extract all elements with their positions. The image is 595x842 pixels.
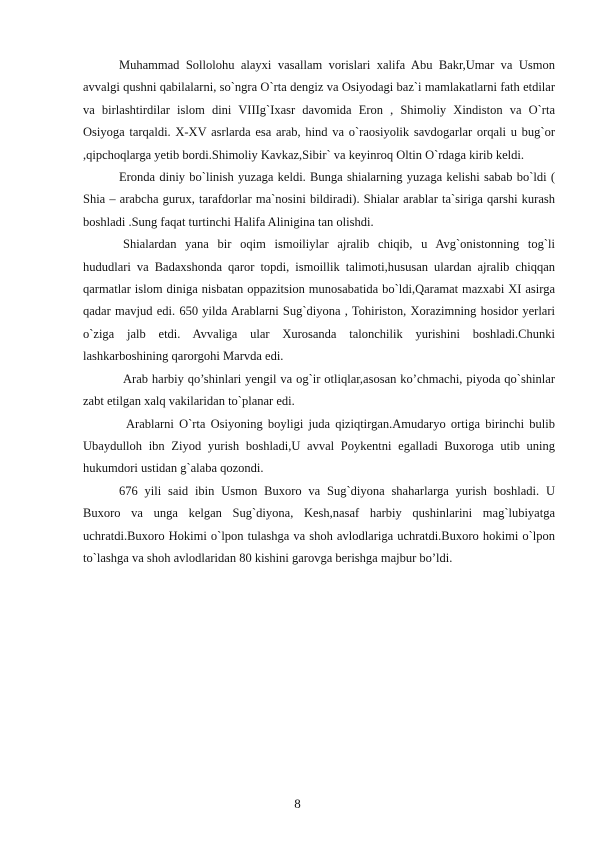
paragraph-4: Arab harbiy qo’shinlari yengil va og`ir otliqlar,asosan ko’chmachi, piyoda qo`shinlar zabt etilgan xalq vakilaridan to`planar edi. <box>83 371 555 409</box>
document-body <box>83 54 555 569</box>
page-number: 8 <box>294 796 301 811</box>
paragraph-2: Eronda diniy bo`linish yuzaga keldi. Bunga shialarning yuzaga kelishi sabab bo`ldi ( Shia – arabcha gurux, tarafdorlar ma`nosini bildiradi). Shialar arablar ta`siriga qarshi kurash boshladi .Sung faqat turtinchi Halifa Alinigina tan olishdi. <box>83 170 555 229</box>
paragraph-6: 676 yili said ibin Usmon Buxoro va Sug`diyona shaharlarga yurish boshladi. U Buxoro va unga kelgan Sug`diyona, Kesh,nasaf harbiy qushinlarini mag`lubiyatga uchratdi.Buxoro Hokimi o`lpon tulashga va shoh avlodlariga uchratdi.Buxoro hokimi o`lpon to`lashga va shoh avlodlaridan 80 kishini garovga berishga majbur bo’ldi. <box>83 483 555 565</box>
paragraph-5: Arablarni O`rta Osiyoning boyligi juda qiziqtirgan.Amudaryo ortiga birinchi bulib Ubaydulloh ibn Ziyod yurish boshladi,U avval Poykentni egalladi Buxoroga utib uning hukumdori ustidan g`alaba qozondi. <box>83 416 555 476</box>
paragraph-1: Muhammad Sollolohu alayxi vasallam vorislari xalifa Abu Bakr,Umar va Usmon avvalgi qushni qabilalarni, so`ngra O`rta dengiz va Osiyodagi baz`i mamlakatlarni fath etdilar va birlashtirdilar islom dini VIIIg`Ixasr davomida Eron , Shimoliy Xindiston va O`rta Osiyoga tarqaldi. X-XV asrlarda esa arab, hind va o`raosiyolik savdogarlar orqali u bug`or ,qipchoqlarga yetib bordi.Shimoliy Kavkaz,Sibir` va keyinroq Oltin O`rdaga kirib keldi. <box>83 58 555 162</box>
paragraph-3: Shialardan yana bir oqim ismoiliylar ajralib chiqib, u Avg`onistonning tog`li hududlari va Badaxshonda qaror topdi, ismoillik talimoti,hususan ulardan ajralib chiqqan qarmatlar islom diniga nisbatan oppazitsion munosabatida bo`ldi,Qaramat mazxabi XI asirga qadar mavjud edi. 650 yilda Arablarni Sug`diyona , Tohiriston, Xorazimning hosidor yerlari o`ziga jalb etdi. Avvaliga ular Xurosanda talonchilik yurishini boshladi.Chunki lashkarboshining qarorgohi Marvda edi. <box>83 237 555 364</box>
